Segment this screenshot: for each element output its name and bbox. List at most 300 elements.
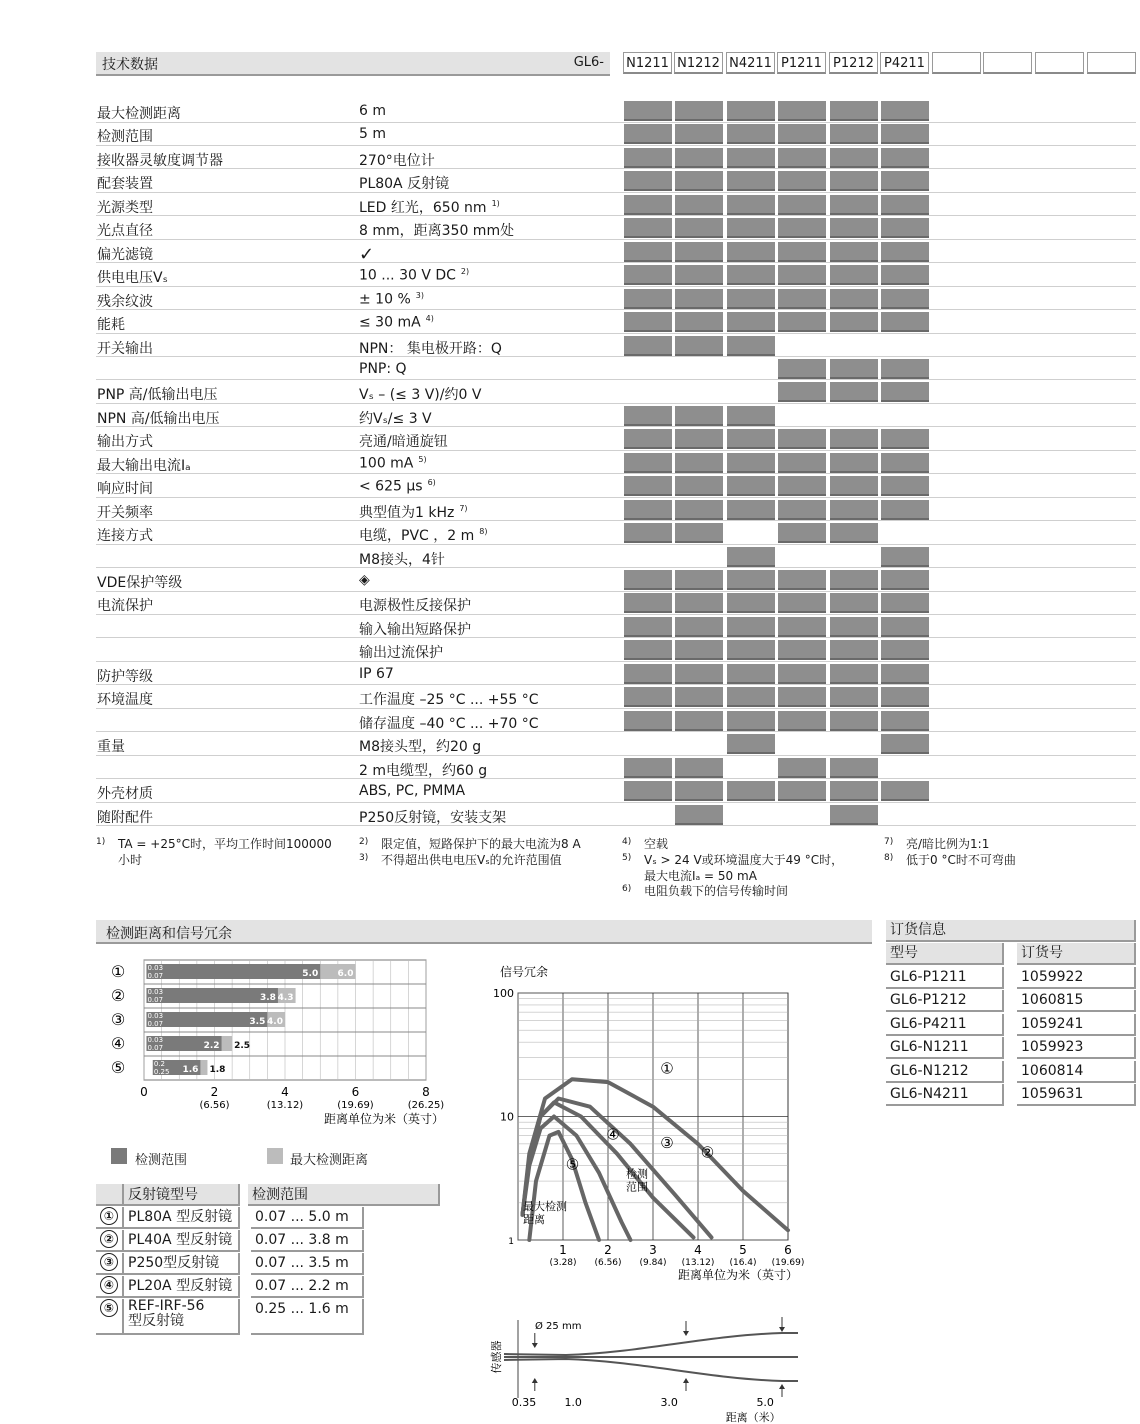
availability-cell — [881, 218, 929, 238]
availability-cell — [624, 218, 672, 238]
row-divider — [96, 309, 1136, 310]
legend-swatch-range — [111, 1148, 127, 1164]
availability-cell — [778, 758, 826, 778]
availability-cell — [727, 101, 775, 121]
spec-value-text: P250反射镜，安装支架 — [359, 809, 507, 826]
availability-cell — [830, 523, 878, 543]
row-id: ③ — [110, 1010, 126, 1029]
spec-label: 电流保护 — [97, 598, 153, 615]
availability-cell — [830, 476, 878, 496]
bar-min-label: 0.03 — [147, 1012, 164, 1020]
row-divider — [96, 520, 1136, 521]
order-title: 订货信息 — [886, 920, 1136, 942]
variant-header-cell: P1212 — [829, 52, 878, 74]
spec-label: 检测范围 — [97, 129, 153, 146]
variant-header-cell: P1211 — [777, 52, 826, 74]
availability-cell — [830, 359, 878, 379]
row-id: ① — [110, 962, 126, 981]
x-tick-sub: (6.56) — [199, 1100, 230, 1111]
beam-x-tick: 3.0 — [660, 1396, 678, 1409]
annotation-range: 检测 — [626, 1167, 648, 1181]
availability-cell — [778, 124, 826, 144]
availability-cell — [881, 265, 929, 285]
reflector-name — [124, 1299, 240, 1335]
availability-cell — [830, 687, 878, 707]
footnote-ref: 6) — [427, 478, 436, 488]
spec-value — [359, 572, 370, 588]
availability-cell — [727, 124, 775, 144]
availability-cell — [881, 593, 929, 613]
reflector-range: 0.07 ... 2.2 m — [251, 1276, 364, 1298]
availability-cell — [675, 523, 723, 543]
availability-cell — [778, 640, 826, 660]
availability-cell — [830, 382, 878, 402]
arrow-head — [532, 1378, 538, 1383]
y-tick-label: 10 — [500, 1110, 514, 1124]
order-type: GL6-P1211 — [886, 967, 1004, 989]
row-divider — [96, 403, 1136, 404]
availability-cell — [778, 429, 826, 449]
order-header-no: 订货号 — [1017, 943, 1136, 965]
availability-cell — [881, 312, 929, 332]
bar-range-label: 5.0 — [302, 969, 319, 979]
spec-value-text: ◈ — [359, 572, 370, 588]
footnote — [359, 836, 609, 852]
reflector-table-header — [96, 1184, 440, 1206]
availability-cell — [830, 148, 878, 168]
section-title: 检测距离和信号冗余 — [106, 926, 232, 942]
availability-cell — [675, 171, 723, 191]
availability-cell — [830, 500, 878, 520]
spec-value-text: 输出过流保护 — [359, 645, 443, 662]
spec-value — [359, 807, 506, 827]
row-id: ⑤ — [110, 1058, 126, 1077]
availability-cell — [778, 148, 826, 168]
order-header-type: 型号 — [886, 943, 1004, 965]
bar-min-label: 0.03 — [147, 1036, 164, 1044]
spec-label: 残余纹波 — [97, 293, 153, 310]
arrow-head — [532, 1343, 538, 1348]
beam-diameter-label: Ø 25 mm — [535, 1321, 582, 1332]
bar-min-label: 0.03 — [147, 964, 164, 972]
spec-value-text: IP 67 — [359, 665, 394, 682]
spec-value-text: M8接头型，约20 g — [359, 739, 482, 756]
bar-min-label: 0.2 — [153, 1060, 165, 1068]
availability-cell — [727, 570, 775, 590]
row-divider — [96, 591, 1136, 592]
row-divider — [96, 544, 1136, 545]
availability-cell — [778, 382, 826, 402]
curve-label: ⑤ — [565, 1155, 580, 1174]
availability-cell — [830, 711, 878, 731]
availability-cell — [624, 429, 672, 449]
footnote-number: 8) — [884, 853, 894, 863]
reflector-name-text-2: 型反射镜 — [128, 1313, 184, 1329]
availability-cell — [778, 687, 826, 707]
spec-label: 最大检测距离 — [97, 106, 181, 122]
row-divider — [96, 731, 1136, 732]
beam-upper — [504, 1333, 798, 1355]
spec-value-text: LED 红光，650 nm — [359, 199, 487, 216]
spec-value-text: 5 m — [359, 126, 386, 143]
availability-cell — [727, 500, 775, 520]
row-divider — [96, 567, 1136, 568]
availability-cell — [675, 781, 723, 801]
footnote-text: 不得超出供电电压Vₛ的允许范围值 — [381, 853, 562, 867]
spec-value — [359, 150, 435, 170]
row-divider — [96, 708, 1136, 709]
row-divider — [96, 637, 1136, 638]
bar-range — [146, 988, 277, 1003]
availability-cell — [675, 195, 723, 215]
spec-value-text: PNP: Q — [359, 360, 407, 377]
spec-label: 随附配件 — [97, 809, 153, 826]
availability-cell — [830, 805, 878, 825]
availability-cell — [881, 664, 929, 684]
reflector-name — [124, 1253, 240, 1275]
spec-value-text: ✓ — [359, 243, 375, 265]
availability-cell — [830, 758, 878, 778]
row-id-cell — [96, 1230, 124, 1252]
footnote — [359, 852, 609, 868]
bar-min-label-2: 0.07 — [147, 972, 164, 980]
availability-cell — [830, 617, 878, 637]
availability-cell — [778, 593, 826, 613]
model-prefix: GL6- — [573, 55, 604, 70]
spec-label: 防护等级 — [97, 668, 153, 685]
row-id: ② — [110, 986, 126, 1005]
variant-header-cell — [983, 52, 1032, 74]
bar-range-label: 1.6 — [182, 1065, 199, 1075]
availability-cell — [727, 476, 775, 496]
availability-cell — [675, 336, 723, 356]
annotation-range-2: 范围 — [626, 1180, 648, 1194]
availability-cell — [675, 640, 723, 660]
availability-cell — [881, 289, 929, 309]
order-number: 1059923 — [1017, 1037, 1136, 1059]
availability-cell — [881, 124, 929, 144]
spec-value-text: 10 ... 30 V DC — [359, 267, 456, 284]
variant-header-cell — [932, 52, 981, 74]
spec-label: NPN 高/低输出电压 — [97, 410, 220, 427]
spec-value-text: 6 m — [359, 103, 386, 119]
spec-value — [359, 619, 471, 639]
availability-cell — [778, 171, 826, 191]
availability-cell — [778, 359, 826, 379]
availability-cell — [881, 547, 929, 567]
availability-cell — [727, 711, 775, 731]
row-id-cell — [96, 1253, 124, 1275]
spec-value — [359, 713, 539, 733]
arrow-head — [779, 1327, 785, 1332]
spec-value — [359, 760, 487, 780]
spec-value-text: PL80A 反射镜 — [359, 176, 450, 193]
availability-cell — [624, 406, 672, 426]
spec-value — [359, 455, 427, 472]
spec-label: 输出方式 — [97, 434, 153, 451]
availability-cell — [881, 101, 929, 121]
row-divider — [96, 192, 1136, 193]
availability-cell — [778, 617, 826, 637]
spec-value — [359, 408, 432, 428]
spec-value — [359, 689, 539, 709]
footnote-text: 亮/暗比例为1:1 — [906, 837, 990, 851]
availability-cell — [830, 171, 878, 191]
reflector-name-text: PL20A 型反射镜 — [128, 1278, 233, 1294]
availability-cell — [881, 148, 929, 168]
reflector-range: 0.25 ... 1.6 m — [251, 1299, 364, 1335]
row-divider — [96, 661, 1136, 662]
footnote-text: 空载 — [644, 837, 669, 851]
spec-value — [359, 549, 445, 569]
spec-label: 接收器灵敏度调节器 — [97, 152, 223, 169]
spec-value-text: 电缆，PVC ，2 m — [359, 528, 475, 545]
beam-x-tick: 5.0 — [756, 1396, 774, 1409]
x-tick-sub: (19.69) — [771, 1258, 805, 1268]
spec-value — [359, 642, 443, 662]
row-id: ⑤ — [100, 1299, 118, 1317]
spec-label: 最大输出电流Iₐ — [97, 457, 191, 474]
availability-cell — [830, 781, 878, 801]
spec-value-text: 约Vₛ/≤ 3 V — [359, 410, 432, 427]
order-number: 1060815 — [1017, 990, 1136, 1012]
row-divider — [96, 168, 1136, 169]
spec-value-text: 亮通/暗通旋钮 — [359, 434, 448, 451]
spec-value-text: 2 m电缆型，约60 g — [359, 762, 488, 779]
x-tick-label: 6 — [784, 1243, 792, 1257]
availability-cell — [881, 570, 929, 590]
variant-header-cell — [1087, 52, 1136, 74]
availability-cell — [675, 500, 723, 520]
availability-cell — [727, 336, 775, 356]
beam-diagram — [488, 1310, 808, 1424]
section-header — [96, 920, 872, 944]
row-divider — [96, 286, 1136, 287]
header-reflector: 反射镜型号 — [124, 1184, 240, 1206]
spec-value-text: ≤ 30 mA — [359, 314, 421, 331]
availability-cell — [727, 218, 775, 238]
availability-cell — [624, 593, 672, 613]
availability-cell — [624, 289, 672, 309]
spec-label: 连接方式 — [97, 528, 153, 545]
tech-data-header — [96, 52, 610, 76]
availability-cell — [624, 171, 672, 191]
bar-min-label: 0.03 — [147, 988, 164, 996]
spec-value — [359, 736, 481, 756]
spec-label: 外壳材质 — [97, 786, 153, 803]
row-divider — [96, 239, 1136, 240]
availability-cell — [675, 711, 723, 731]
excess-gain-chart — [488, 960, 818, 1290]
x-tick-sub: (19.69) — [337, 1100, 374, 1111]
availability-cell — [727, 617, 775, 637]
availability-cell — [727, 406, 775, 426]
spec-value — [359, 384, 481, 404]
spec-value — [359, 502, 468, 522]
availability-cell — [727, 453, 775, 473]
row-divider — [96, 356, 1136, 357]
availability-cell — [624, 453, 672, 473]
availability-cell — [624, 476, 672, 496]
row-id: ④ — [110, 1034, 126, 1053]
availability-cell — [624, 101, 672, 121]
bar-max-label: 4.3 — [277, 993, 294, 1003]
spec-label: 光点直径 — [97, 223, 153, 240]
availability-cell — [830, 453, 878, 473]
footnote-text: 电阻负载下的信号传输时间 — [644, 884, 789, 898]
spec-value — [359, 267, 469, 284]
spec-value-text: ABS, PC, PMMA — [359, 783, 466, 800]
availability-cell — [624, 640, 672, 660]
footnote-number: 3) — [359, 853, 369, 863]
availability-cell — [778, 218, 826, 238]
row-id-cell — [96, 1276, 124, 1298]
spec-label: 响应时间 — [97, 481, 153, 498]
availability-cell — [727, 265, 775, 285]
row-divider — [96, 614, 1136, 615]
row-divider — [96, 684, 1136, 685]
bar-range-label: 3.5 — [249, 1017, 266, 1027]
availability-cell — [727, 734, 775, 754]
spec-value — [359, 666, 394, 682]
availability-cell — [778, 453, 826, 473]
spec-value — [359, 361, 407, 377]
footnote — [622, 883, 872, 899]
tech-data-title: 技术数据 — [102, 57, 158, 73]
footnote — [622, 836, 872, 852]
availability-cell — [624, 664, 672, 684]
beam-lower — [504, 1359, 798, 1381]
beam-x-label: 距离（米） — [725, 1411, 781, 1424]
availability-cell — [675, 429, 723, 449]
x-tick-sub: (16.4) — [729, 1258, 757, 1268]
spec-value-text: NPN： 集电极开路：Q — [359, 340, 502, 357]
availability-cell — [624, 242, 672, 262]
reflector-name — [124, 1207, 240, 1229]
row-divider — [96, 426, 1136, 427]
beam-x-tick: 1.0 — [564, 1396, 582, 1409]
availability-cell — [778, 664, 826, 684]
availability-cell — [727, 195, 775, 215]
availability-cell — [624, 617, 672, 637]
spec-value-text: 270°电位计 — [359, 152, 435, 169]
availability-cell — [778, 781, 826, 801]
availability-cell — [624, 781, 672, 801]
availability-cell — [675, 242, 723, 262]
row-divider — [96, 497, 1136, 498]
availability-cell — [675, 617, 723, 637]
availability-cell — [830, 101, 878, 121]
availability-cell — [778, 289, 826, 309]
availability-cell — [778, 476, 826, 496]
availability-cell — [624, 758, 672, 778]
reflector-name-text: REF-IRF-56 — [128, 1298, 205, 1314]
x-tick-label: 4 — [694, 1243, 702, 1257]
footnote-ref: 2) — [460, 267, 470, 277]
x-tick-sub: (9.84) — [639, 1258, 667, 1268]
order-number: 1059241 — [1017, 1014, 1136, 1036]
availability-cell — [727, 664, 775, 684]
footnote-text: 限定值，短路保护下的最大电流为8 A — [381, 837, 581, 851]
spec-value-text: 储存温度 –40 °C ... +70 °C — [359, 715, 539, 732]
availability-cell — [830, 312, 878, 332]
availability-cell — [675, 406, 723, 426]
footnote — [884, 836, 1134, 852]
reflector-name-text: P250型反射镜 — [128, 1255, 220, 1271]
availability-cell — [778, 711, 826, 731]
footnote — [884, 852, 1134, 868]
bar-min-label-2: 0.07 — [147, 1044, 164, 1052]
footnote — [96, 836, 346, 868]
row-divider — [96, 778, 1136, 779]
order-number: 1059631 — [1017, 1084, 1136, 1106]
order-type: GL6-N4211 — [886, 1084, 1004, 1106]
order-type: GL6-P1212 — [886, 990, 1004, 1012]
spec-value — [359, 103, 386, 119]
availability-cell — [624, 148, 672, 168]
reflector-range: 0.07 ... 5.0 m — [251, 1207, 364, 1229]
availability-cell — [675, 664, 723, 684]
spec-label: 配套装置 — [97, 176, 153, 193]
footnote-ref: 7) — [459, 503, 468, 513]
row-divider — [96, 802, 1136, 803]
reflector-name-text: PL40A 型反射镜 — [128, 1232, 233, 1248]
availability-cell — [675, 265, 723, 285]
availability-cell — [624, 336, 672, 356]
availability-cell — [830, 218, 878, 238]
bar-min-label-2: 0.07 — [147, 996, 164, 1004]
row-divider — [96, 262, 1136, 263]
availability-cell — [624, 312, 672, 332]
footnote-number: 6) — [622, 884, 632, 894]
row-id: ③ — [100, 1253, 118, 1271]
footnote-number: 1) — [96, 837, 106, 847]
availability-cell — [881, 711, 929, 731]
availability-cell — [624, 711, 672, 731]
availability-cell — [778, 523, 826, 543]
bar-max-label: 2.5 — [234, 1041, 251, 1051]
reflector-range: 0.07 ... 3.5 m — [251, 1253, 364, 1275]
availability-cell — [778, 570, 826, 590]
availability-cell — [675, 218, 723, 238]
availability-cell — [881, 734, 929, 754]
spec-value-text: 8 mm，距离350 mm处 — [359, 223, 515, 240]
variant-header-cell: N1211 — [623, 52, 672, 74]
availability-cell — [778, 195, 826, 215]
y-axis-label: 信号冗余 — [500, 965, 549, 979]
availability-cell — [624, 265, 672, 285]
arrow-head — [683, 1378, 689, 1383]
bar-min-label-2: 0.07 — [147, 1020, 164, 1028]
availability-cell — [624, 124, 672, 144]
footnote-text-2: 小时 — [118, 853, 143, 867]
availability-cell — [727, 593, 775, 613]
x-tick-label: 1 — [559, 1243, 567, 1257]
availability-cell — [881, 359, 929, 379]
x-tick-sub: (13.12) — [681, 1258, 715, 1268]
row-divider — [96, 145, 1136, 146]
variant-header-cell: N4211 — [726, 52, 775, 74]
availability-cell — [675, 687, 723, 707]
row-divider — [96, 379, 1136, 380]
order-type: GL6-P4211 — [886, 1014, 1004, 1036]
spec-label: 能耗 — [97, 317, 125, 334]
bar-range-label: 2.2 — [203, 1041, 220, 1051]
availability-cell — [881, 687, 929, 707]
row-divider — [96, 755, 1136, 756]
header-blank — [96, 1184, 124, 1206]
spec-value — [359, 291, 424, 308]
